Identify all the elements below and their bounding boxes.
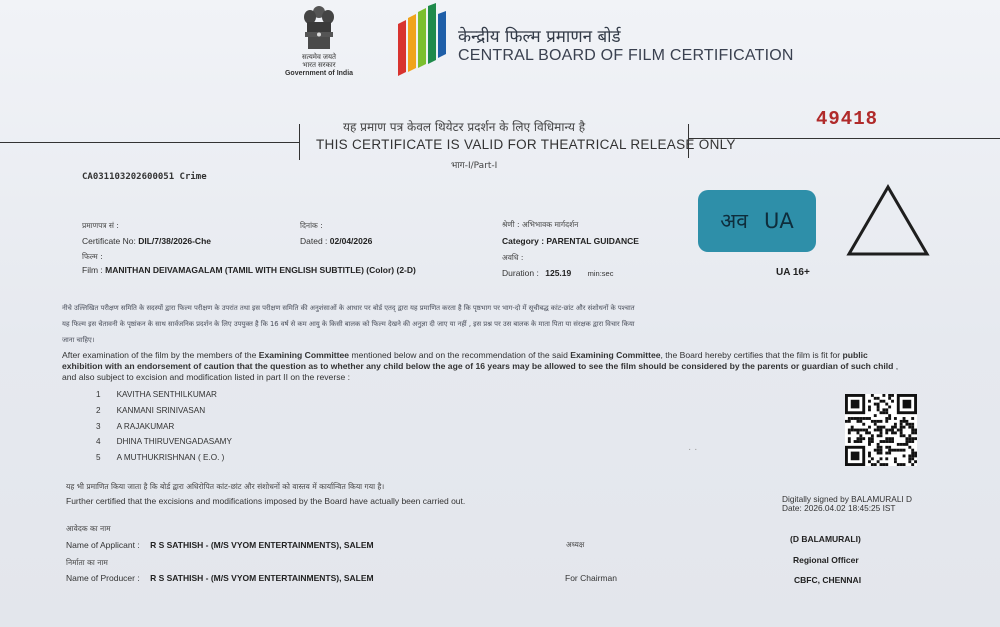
triangle-icon bbox=[846, 184, 930, 258]
signatory-office: CBFC, CHENNAI bbox=[794, 575, 862, 585]
cert-text-part-4: Examining Committee bbox=[570, 350, 661, 360]
board-name-hindi: केन्द्रीय फिल्म प्रमाणन बोर्ड bbox=[458, 27, 621, 47]
validity-note: THIS CERTIFICATE IS VALID FOR THEATRICAL RELEASE ONLY bbox=[316, 137, 736, 152]
member-name: DHINA THIRUVENGADASAMY bbox=[116, 437, 232, 446]
member-number: 3 bbox=[96, 422, 101, 431]
member-number: 2 bbox=[96, 406, 101, 415]
cert-no-value: DIL/7/38/2026-Che bbox=[138, 236, 211, 246]
rating-badge-hindi: अव bbox=[720, 209, 748, 233]
cbfc-logo bbox=[396, 2, 452, 80]
committee-member bbox=[96, 390, 217, 399]
applicant-value: R S SATHISH - (M/S VYOM ENTERTAINMENTS), SALEM bbox=[150, 540, 374, 550]
duration-row bbox=[502, 268, 613, 278]
digital-signature-line1: Digitally signed by BALAMURALI D bbox=[782, 494, 913, 504]
member-name: KAVITHA SENTHILKUMAR bbox=[116, 390, 217, 399]
rating-badge-code: UA bbox=[763, 209, 794, 233]
cert-no-label-hindi: प्रमाणपत्र सं : bbox=[82, 221, 119, 230]
applicant-label: Name of Applicant : bbox=[66, 540, 140, 550]
applicant-label-hindi: आवेदक का नाम bbox=[66, 524, 111, 533]
category-label-hindi: श्रेणी : अभिभावक मार्गदर्शन bbox=[502, 220, 579, 229]
member-name: A RAJAKUMAR bbox=[116, 422, 175, 431]
certification-text-hindi-2: यह फिल्म इस चेतावनी के पृष्ठांकन के साथ सार्वजनिक प्रदर्शन के लिए उपयुक्त है कि 16 वर्ष से कम आयु के किसी बालक को फिल्म देखने की अनुज्ञा दी जाए या नहीं , इस प्रश्न पर उस बालक के माता पिता या संरक्षक द्वारा विचार किया bbox=[62, 320, 635, 328]
dated-label: Dated : bbox=[300, 236, 328, 246]
signatory-name: (D BALAMURALI) bbox=[790, 534, 861, 544]
digital-signature-line2: Date: 2026.04.02 18:45:25 IST bbox=[782, 503, 896, 513]
producer-label: Name of Producer : bbox=[66, 573, 140, 583]
producer-label-hindi: निर्माता का नाम bbox=[66, 558, 108, 567]
for-chairman: For Chairman bbox=[565, 573, 617, 583]
qr-code bbox=[845, 394, 917, 471]
member-number: 1 bbox=[96, 390, 101, 399]
triangle-symbol bbox=[846, 184, 930, 263]
duration-label: Duration : bbox=[502, 268, 539, 278]
category-value: PARENTAL GUIDANCE bbox=[546, 236, 639, 246]
further-text: Further certified that the excisions and modifications imposed by the Board have actually been carried out. bbox=[66, 496, 466, 506]
digital-signature bbox=[782, 495, 912, 513]
member-number: 4 bbox=[96, 437, 101, 446]
committee-member bbox=[96, 406, 205, 415]
certification-text-hindi-1: नीचे उल्लिखित परीक्षण समिति के सदस्यों द्वारा फिल्म परीक्षण के उपरांत तथा इस परीक्षण समिति की अनुशंसाओं के आधार पर बोर्ड एतद् द्वारा यह प्रमाणित करता है कि पृष्ठभाग पर भाग-दो में सूचीबद्ध कांट-छांट और संशोधनों के पश्चात bbox=[62, 304, 635, 312]
signatory-designation: Regional Officer bbox=[793, 555, 859, 565]
cert-no-row bbox=[82, 236, 211, 246]
dated-value: 02/04/2026 bbox=[329, 236, 373, 246]
duration-value: 125.19 bbox=[545, 268, 572, 278]
cert-text-part-6: public exhibition with an endorsement of caution that the question as to whether any child below the age of 16 years may be allowed to see the film should be considered by the parents or guardian of such child bbox=[62, 350, 894, 371]
validity-note-hindi: यह प्रमाण पत्र केवल थियेटर प्रदर्शन के लिए विधिमान्य है bbox=[343, 120, 586, 134]
rule-left-end bbox=[299, 124, 300, 160]
lion-capital-icon bbox=[299, 4, 339, 54]
film-row bbox=[82, 265, 416, 275]
applicant-row bbox=[66, 540, 374, 550]
cert-no-label: Certificate No: bbox=[82, 236, 136, 246]
reference-id: CA031103202600051 Crime bbox=[82, 172, 207, 182]
emblem-sub-hi: भारत सरकार bbox=[302, 62, 336, 69]
duration-label-hindi: अवधि : bbox=[502, 253, 524, 262]
member-name: KANMANI SRINIVASAN bbox=[116, 406, 206, 415]
emblem-caption: Government of India bbox=[284, 70, 354, 77]
rating-label: UA 16+ bbox=[776, 267, 810, 278]
cert-text-part-3: mentioned below and on the recommendation of the said bbox=[349, 350, 571, 360]
dated-row bbox=[300, 236, 372, 246]
board-name: CENTRAL BOARD OF FILM CERTIFICATION bbox=[458, 47, 794, 64]
certificate-serial: 49418 bbox=[816, 108, 879, 130]
cert-text-part-1: After examination of the film by the members of the bbox=[62, 350, 259, 360]
part-label: भाग-I/Part-I bbox=[451, 161, 498, 171]
cbfc-logo-icon bbox=[396, 2, 452, 80]
committee-member bbox=[96, 437, 232, 446]
rule-left bbox=[0, 142, 300, 143]
category-label: Category : bbox=[502, 236, 545, 246]
member-number: 5 bbox=[96, 453, 101, 462]
certification-text-hindi-3: जाना चाहिए। bbox=[62, 336, 95, 344]
member-name: A MUTHUKRISHNAN ( E.O. ) bbox=[116, 453, 225, 462]
cert-text-part-5: , the Board hereby certifies that the film is fit for bbox=[660, 350, 843, 360]
producer-row bbox=[66, 573, 374, 583]
cert-text-part-7: , and also subject to excision and modification listed in part II on the reverse : bbox=[62, 361, 899, 382]
committee-member bbox=[96, 422, 174, 431]
film-label-hindi: फिल्म : bbox=[82, 252, 103, 261]
qr-code-icon bbox=[845, 394, 917, 466]
speck-marks: · · bbox=[688, 444, 698, 455]
rating-badge bbox=[698, 190, 816, 252]
committee-member bbox=[96, 453, 224, 462]
chairman-label-hindi: अध्यक्ष bbox=[566, 540, 585, 549]
certification-text bbox=[62, 350, 904, 383]
dated-label-hindi: दिनांक : bbox=[300, 221, 323, 230]
government-emblem bbox=[284, 4, 354, 82]
further-text-hindi: यह भी प्रमाणित किया जाता है कि बोर्ड द्वारा अधिरोपित कांट-छांट और संशोधनों को वास्तव में कार्यान्वित किया गया है। bbox=[66, 482, 385, 491]
film-title: MANITHAN DEIVAMAGALAM (TAMIL WITH ENGLISH SUBTITLE) (Color) (2-D) bbox=[105, 265, 416, 275]
film-label: Film : bbox=[82, 265, 103, 275]
category-row bbox=[502, 236, 639, 246]
producer-value: R S SATHISH - (M/S VYOM ENTERTAINMENTS), SALEM bbox=[150, 573, 374, 583]
emblem-motto: सत्यमेव जयते bbox=[301, 54, 337, 61]
duration-unit: min:sec bbox=[587, 269, 614, 278]
cert-text-part-2: Examining Committee bbox=[258, 350, 350, 360]
